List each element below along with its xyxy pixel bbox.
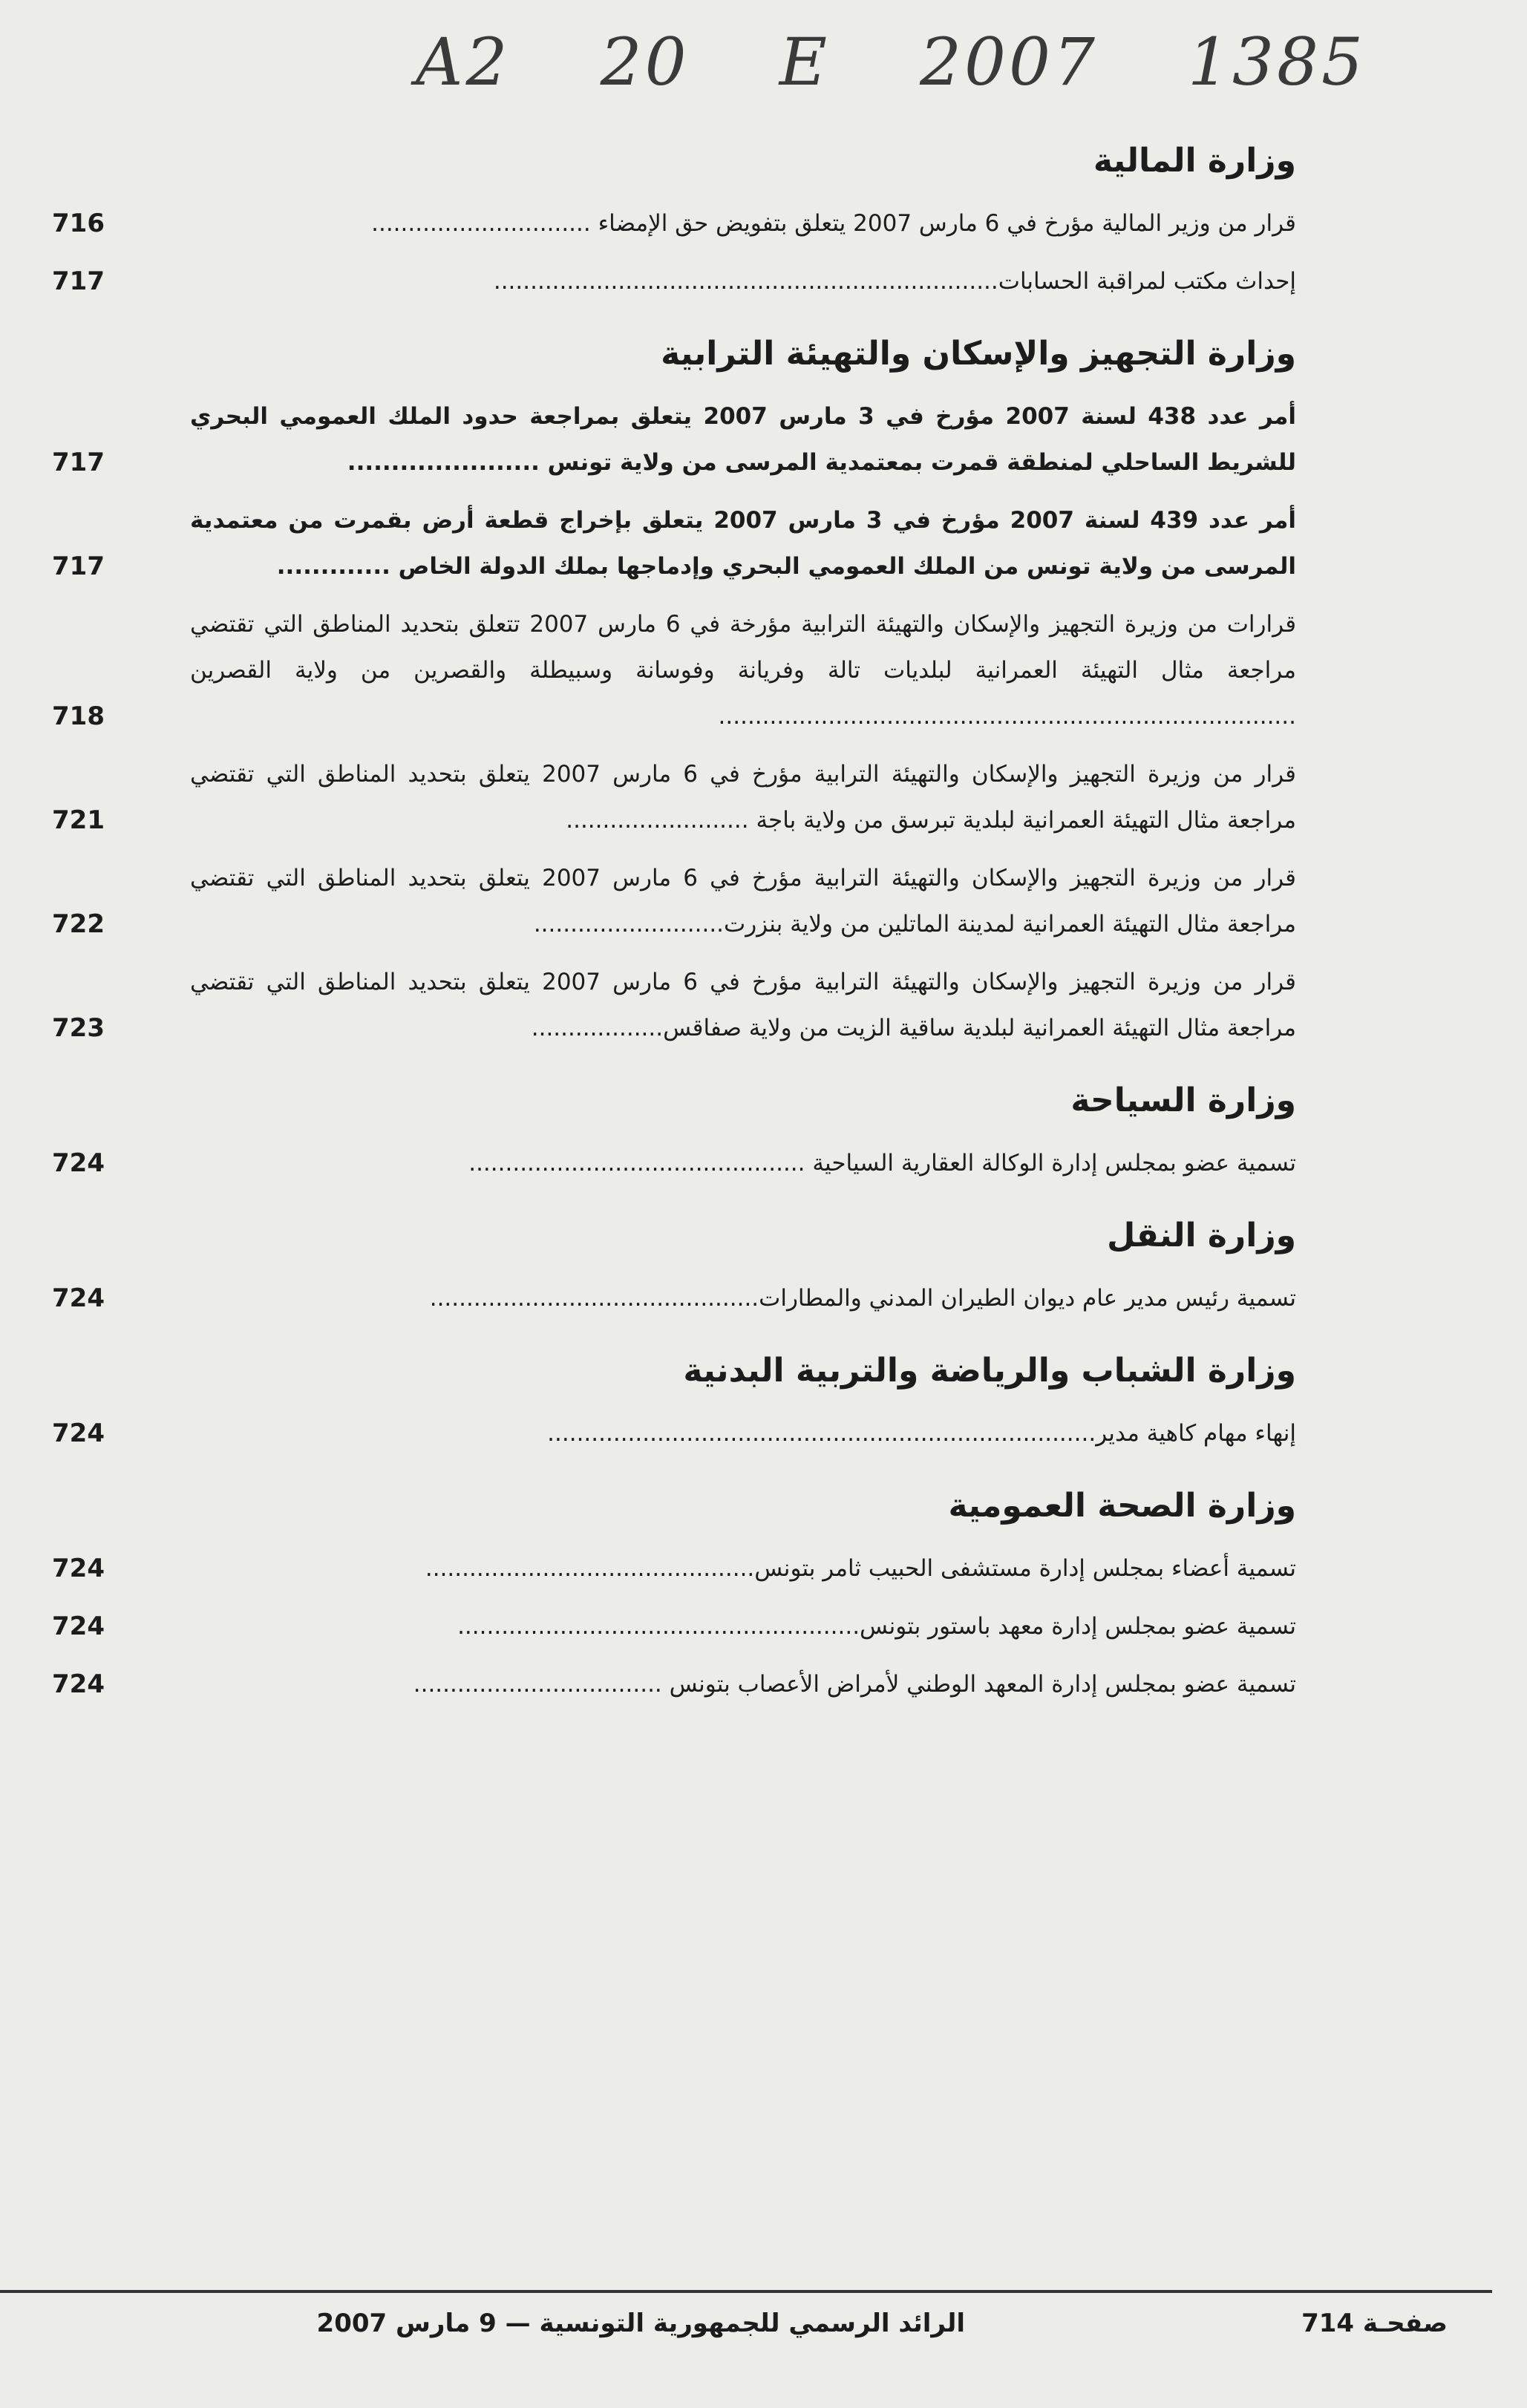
entry-text: أمر عدد 438 لسنة 2007 مؤرخ في 3 مارس 2007 يتعلق بمراجعة حدود الملك العمومي البحري للشريط الساحلي لمنطقة قمرت بمعتمدية المرسى من ولاية تونس ...................... [190,403,1297,476]
entry-page-number: 724 [52,1148,105,1178]
table-of-contents [52,111,1296,1719]
entry-text: قرار من وزير المالية مؤرخ في 6 مارس 2007 يتعلق بتفويض حق الإمضاء .............................. [371,210,1296,237]
section-heading: وزارة الشباب والرياضة والتربية البدنية [683,1352,1296,1390]
entry-text: قرار من وزيرة التجهيز والإسكان والتهيئة الترابية مؤرخ في 6 مارس 2007 يتعلق بتحديد المناطق التي تقتضي مراجعة مثال التهيئة العمرانية لبلدية تبرسق من ولاية باجة ......................... [190,761,1296,834]
gazette-title: الرائد الرسمي للجمهورية التونسية — 9 مارس 2007 [316,2309,965,2338]
section-heading: وزارة الصحة العمومية [948,1487,1296,1525]
entry-page-number: 724 [52,1612,105,1641]
section-heading: وزارة المالية [1093,142,1296,180]
entry-page-number: 721 [52,805,105,835]
entry-text: قرارات من وزيرة التجهيز والإسكان والتهيئة الترابية مؤرخة في 6 مارس 2007 تتعلق بتحديد المناطق التي تقتضي مراجعة مثال التهيئة العمرانية لبلديات تالة وفريانة وفوسانة وسبيطلة والقصرين من ولاية القصرين ............................................................................... [190,611,1297,730]
entry-page-number: 724 [52,1283,105,1313]
toc-entry [52,497,1296,589]
toc-entry [52,200,1296,246]
entry-page-number: 717 [52,552,105,581]
toc-entry [52,393,1296,485]
entry-text: تسمية عضو بمجلس إدارة معهد باستور بتونس....................................................... [457,1613,1296,1640]
handwritten-id: 1385 [1188,23,1366,100]
footer-divider [0,2290,1492,2293]
handwritten-annotation [416,21,1366,102]
entry-page-number: 724 [52,1554,105,1583]
toc-entry [52,1545,1296,1591]
entry-page-number: 723 [52,1013,105,1043]
section-heading: وزارة النقل [1107,1217,1296,1254]
entry-text: أمر عدد 439 لسنة 2007 مؤرخ في 3 مارس 2007 يتعلق بإخراج قطعة أرض بقمرت من معتمدية المرسى من ولاية تونس من الملك العمومي البحري وإدماجها بملك الدولة الخاص ............. [190,507,1296,580]
toc-entry [52,258,1296,304]
handwritten-number: 20 [600,23,690,100]
entry-text: تسمية رئيس مدير عام ديوان الطيران المدني والمطارات............................................. [429,1285,1296,1312]
toc-entry [52,1410,1296,1456]
entry-text: إنهاء مهام كاهية مدير........................................................................... [547,1420,1296,1447]
entry-text: إحداث مكتب لمراقبة الحسابات..................................................................... [493,268,1296,295]
entry-text: قرار من وزيرة التجهيز والإسكان والتهيئة الترابية مؤرخ في 6 مارس 2007 يتعلق بتحديد المناطق التي تقتضي مراجعة مثال التهيئة العمرانية لبلدية ساقية الزيت من ولاية صفاقس.................. [190,969,1296,1041]
entry-page-number: 722 [52,909,105,939]
toc-entry [52,751,1296,843]
page-footer [0,2301,1485,2360]
section-heading: وزارة السياحة [1070,1082,1296,1119]
entry-page-number: 717 [52,448,105,477]
toc-entry [52,959,1296,1051]
entry-text: تسمية عضو بمجلس إدارة الوكالة العقارية السياحية .............................................. [468,1150,1296,1177]
entry-text: قرار من وزيرة التجهيز والإسكان والتهيئة الترابية مؤرخ في 6 مارس 2007 يتعلق بتحديد المناطق التي تقتضي مراجعة مثال التهيئة العمرانية لمدينة الماتلين من ولاية بنزرت.......................... [190,865,1296,938]
entry-page-number: 724 [52,1669,105,1699]
toc-entry [52,855,1296,947]
entry-page-number: 716 [52,209,105,238]
entry-page-number: 718 [52,701,105,731]
entry-text: تسمية أعضاء بمجلس إدارة مستشفى الحبيب ثامر بتونس............................................. [425,1555,1296,1582]
entry-text: تسمية عضو بمجلس إدارة المعهد الوطني لأمراض الأعصاب بتونس .................................. [413,1671,1296,1698]
handwritten-letter: E [779,23,830,100]
toc-entry [52,1275,1296,1321]
toc-entry [52,1603,1296,1649]
page-number-label: صفحـة 714 [1301,2309,1448,2338]
handwritten-year: 2007 [920,23,1098,100]
toc-entry [52,1140,1296,1186]
toc-entry [52,1661,1296,1707]
section-heading: وزارة التجهيز والإسكان والتهيئة الترابية [661,335,1296,373]
toc-entry [52,601,1296,739]
entry-page-number: 724 [52,1419,105,1448]
handwritten-code: A2 [416,23,511,100]
entry-page-number: 717 [52,266,105,296]
